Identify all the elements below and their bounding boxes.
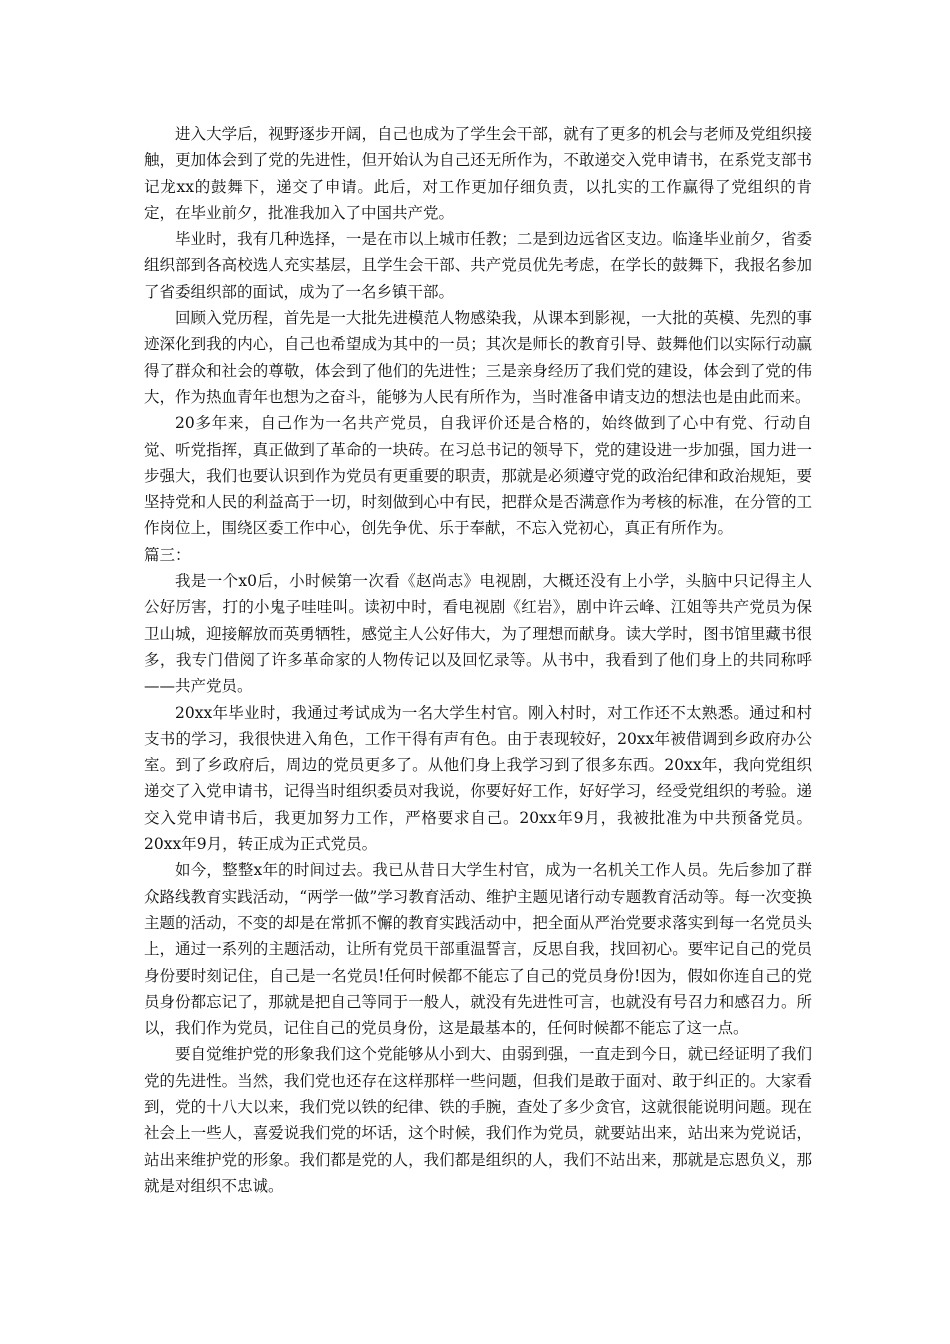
paragraph: 20多年来，自己作为一名共产党员，自我评价还是合格的，始终做到了心中有党、行动自觉、听党指挥，真正做到了革命的一块砖。在习总书记的领导下，党的建设进一步加强，国力进一步强大，我们也要认识到作为党员有更重要的职责，那就是必须遵守党的政治纪律和政治规矩，要坚持党和人民的利益高于一切，时刻做到心中有民，把群众是否满意作为考核的标准，在分管的工作岗位上，围绕区委工作中心，创先争优、乐于奉献，不忘入党初心，真正有所作为。 <box>144 414 812 538</box>
section-heading: 篇三： <box>144 545 191 564</box>
document-body <box>144 121 812 1199</box>
paragraph: 回顾入党历程，首先是一大批先进模范人物感染我，从课本到影视，一大批的英模、先烈的事迹深化到我的内心，自己也希望成为其中的一员；其次是师长的教育引导、鼓舞他们以实际行动赢得了群众和社会的尊敬，体会到了他们的先进性；三是亲身经历了我们党的建设，体会到了党的伟大，作为热血青年也想为之奋斗，能够为人民有所作为，当时准备申请支边的想法也是由此而来。 <box>144 309 812 406</box>
paragraph: 我是一个x0后，小时候第一次看《赵尚志》电视剧，大概还没有上小学，头脑中只记得主人公好厉害，打的小鬼子哇哇叫。读初中时，看电视剧《红岩》，剧中许云峰、江姐等共产党员为保卫山城，迎接解放而英勇牺牲，感觉主人公好伟大，为了理想而献身。读大学时，图书馆里藏书很多，我专门借阅了许多革命家的人物传记以及回忆录等。从书中，我看到了他们身上的共同称呼——共产党员。 <box>144 572 812 696</box>
paragraph: 要自觉维护党的形象我们这个党能够从小到大、由弱到强，一直走到今日，就已经证明了我们党的先进性。当然，我们党也还存在这样那样一些问题，但我们是敢于面对、敢于纠正的。大家看到，党的十八大以来，我们党以铁的纪律、铁的手腕，查处了多少贪官，这就很能说明问题。现在社会上一些人，喜爱说我们党的坏话，这个时候，我们作为党员，就要站出来，站出来为党说话，站出来维护党的形象。我们都是党的人，我们都是组织的人，我们不站出来，那就是忘恩负义，那就是对组织不忠诚。 <box>144 1045 812 1195</box>
paragraph: 毕业时，我有几种选择，一是在市以上城市任教；二是到边远省区支边。临逢毕业前夕，省委组织部到各高校选人充实基层，且学生会干部、共产党员优先考虑，在学长的鼓舞下，我报名参加了省委组织部的面试，成为了一名乡镇干部。 <box>144 230 812 301</box>
paragraph: 20xx年毕业时，我通过考试成为一名大学生村官。刚入村时，对工作还不太熟悉。通过和村支书的学习，我很快进入角色，工作干得有声有色。由于表现较好，20xx年被借调到乡政府办公室。到了乡政府后，周边的党员更多了。从他们身上我学习到了很多东西。20xx年，我向党组织递交了入党申请书，记得当时组织委员对我说，你要好好工作，好好学习，经受党组织的考验。递交入党申请书后，我更加努力工作，严格要求自己。20xx年9月，我被批准为中共预备党员。20xx年9月，转正成为正式党员。 <box>144 703 812 854</box>
paragraph: 进入大学后，视野逐步开阔，自己也成为了学生会干部，就有了更多的机会与老师及党组织接触，更加体会到了党的先进性，但开始认为自己还无所作为，不敢递交入党申请书，在系党支部书记龙xx的鼓舞下，递交了申请。此后，对工作更加仔细负责，以扎实的工作赢得了党组织的肯定，在毕业前夕，批准我加入了中国共产党。 <box>144 125 812 222</box>
paragraph: 如今，整整x年的时间过去。我已从昔日大学生村官，成为一名机关工作人员。先后参加了群众路线教育实践活动，“两学一做”学习教育活动、维护主题见诸行动专题教育活动等。每一次变换主题的活动，不变的却是在常抓不懈的教育实践活动中，把全面从严治党要求落实到每一名党员头上，通过一系列的主题活动，让所有党员干部重温誓言，反思自我，找回初心。要牢记自己的党员身份要时刻记住，自己是一名党员!任何时候都不能忘了自己的党员身份!因为，假如你连自己的党员身份都忘记了，那就是把自己等同于一般人，就没有先进性可言，也就没有号召力和感召力。所以，我们作为党员，记住自己的党员身份，这是最基本的，任何时候都不能忘了这一点。 <box>144 861 812 1038</box>
